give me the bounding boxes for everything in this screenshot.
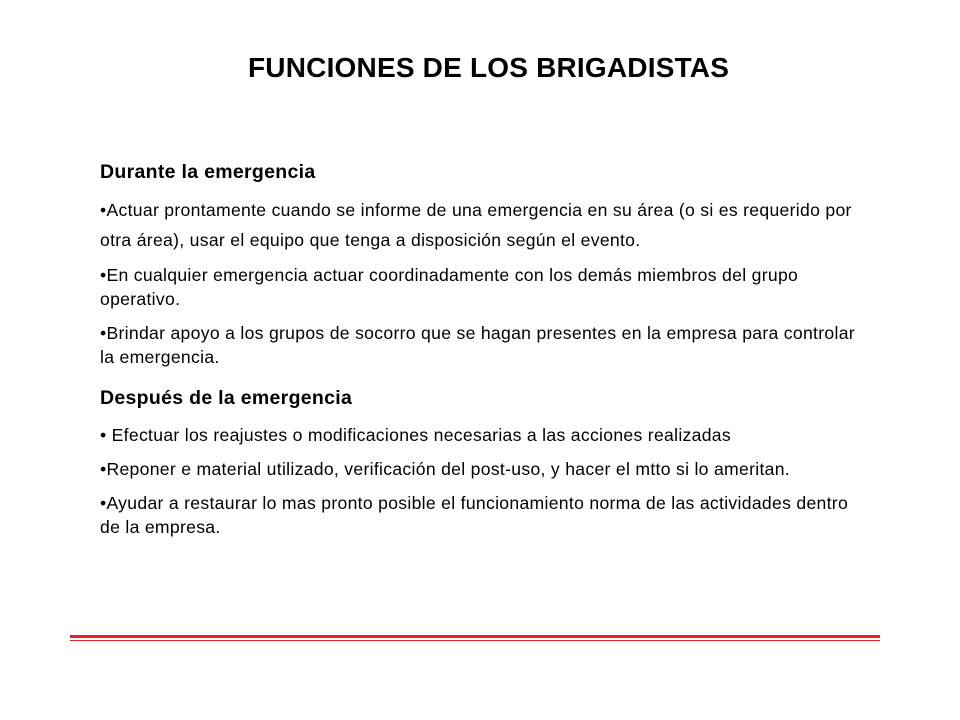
bullet-item: •Brindar apoyo a los grupos de socorro que se hagan presentes en la empresa para controlar la emergencia. bbox=[100, 323, 855, 367]
footer-divider bbox=[70, 635, 880, 641]
bullet-item: •Ayudar a restaurar lo mas pronto posible el funcionamiento norma de las actividades dentro de la empresa. bbox=[100, 493, 849, 537]
section-heading-after: Después de la emergencia bbox=[100, 387, 353, 409]
bullet-item: •Reponer e material utilizado, verificación del post-uso, y hacer el mtto si lo ameritan. bbox=[100, 459, 790, 479]
footer-divider-thin bbox=[70, 640, 880, 641]
bullet-item: • Efectuar los reajustes o modificaciones necesarias a las acciones realizadas bbox=[100, 425, 731, 445]
bullet-item: •Actuar prontamente cuando se informe de una emergencia en su área (o si es requerido por otra área), usar el equipo que tenga a disposición según el evento. bbox=[100, 200, 852, 250]
section-heading-during: Durante la emergencia bbox=[100, 161, 316, 183]
slide-content bbox=[100, 157, 860, 549]
bullet-item: •En cualquier emergencia actuar coordinadamente con los demás miembros del grupo operativo. bbox=[100, 265, 799, 309]
slide-title: FUNCIONES DE LOS BRIGADISTAS bbox=[248, 52, 730, 83]
